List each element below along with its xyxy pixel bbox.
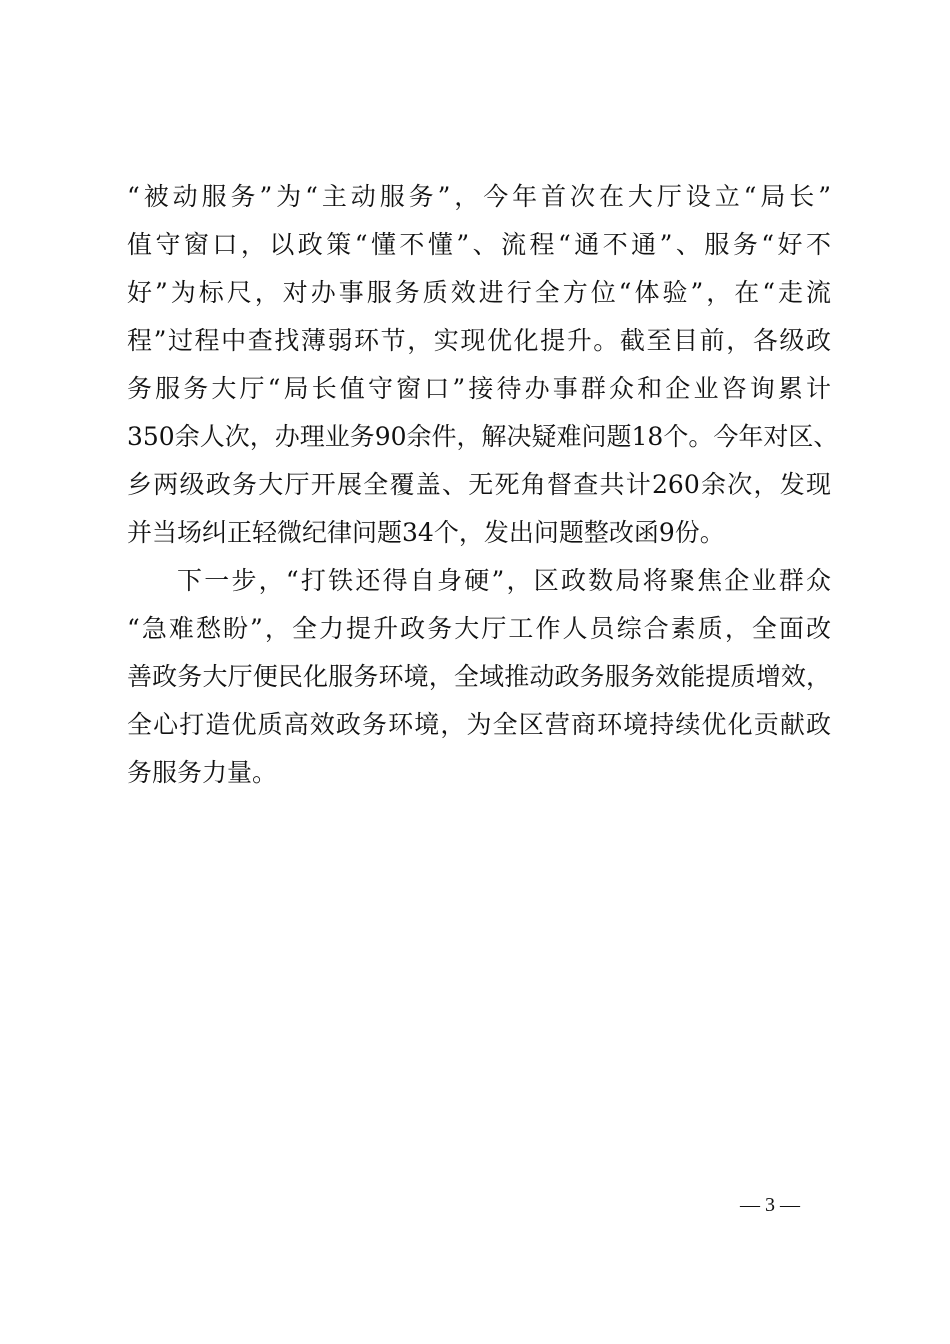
paragraph-line: 全心打造优质高效政务环境，为全区营商环境持续优化贡献政 (127, 710, 831, 739)
paragraph-line: 值守窗口，以政策“懂不懂”、流程“通不通”、服务“好不 (127, 230, 831, 259)
paragraph-line: 好”为标尺，对办事服务质效进行全方位“体验”，在“走流 (127, 278, 831, 307)
paragraph-line: “急难愁盼”，全力提升政务大厅工作人员综合素质，全面改 (127, 614, 831, 643)
paragraph-line: “被动服务”为“主动服务”，今年首次在大厅设立“局长” (127, 182, 831, 211)
page-number: — 3 — (740, 1194, 800, 1216)
paragraph-line: 乡两级政务大厅开展全覆盖、无死角督查共计260余次，发现 (127, 470, 831, 499)
paragraph-line: 程”过程中查找薄弱环节，实现优化提升。截至目前，各级政 (127, 326, 831, 355)
paragraph-line: 善政务大厅便民化服务环境，全域推动政务服务效能提质增效， (127, 662, 831, 691)
paragraph-line: 下一步，“打铁还得自身硬”，区政数局将聚焦企业群众 (177, 566, 831, 595)
paragraph-line: 务服务大厅“局长值守窗口”接待办事群众和企业咨询累计 (127, 374, 831, 403)
paragraph-line: 务服务力量。 (127, 758, 278, 787)
paragraph-line: 350余人次，办理业务90余件，解决疑难问题18个。今年对区、 (127, 422, 839, 451)
paragraph-line: 并当场纠正轻微纪律问题34个，发出问题整改函9份。 (127, 518, 725, 547)
